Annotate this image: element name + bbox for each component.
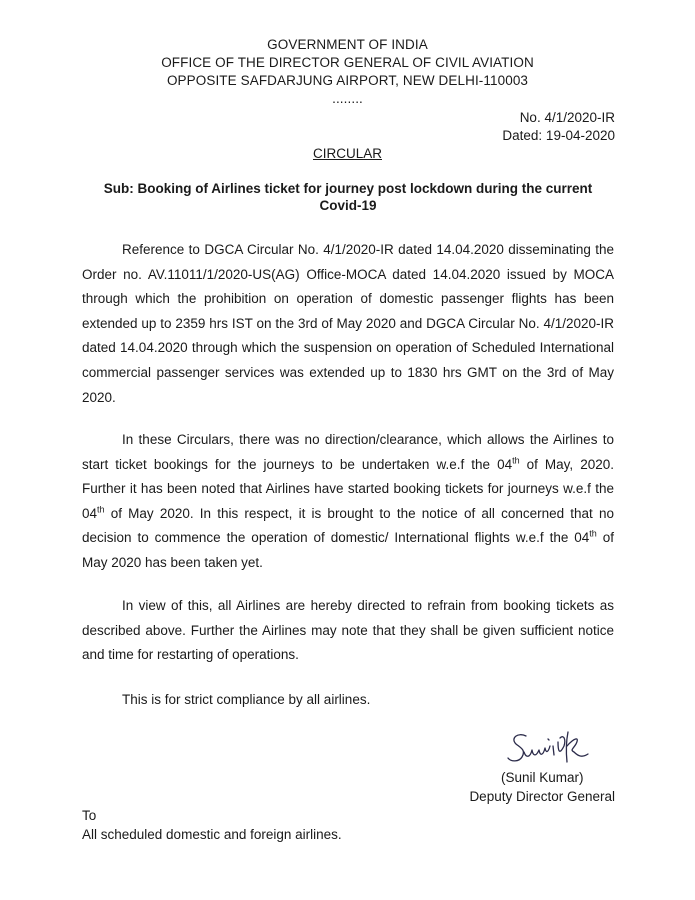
paragraph-direction-text: of May 2020 has been taken yet. bbox=[82, 530, 615, 570]
signatory-name: (Sunil Kumar) bbox=[500, 770, 584, 785]
paragraph-compliance: This is for strict compliance by all airlines. bbox=[122, 692, 371, 707]
signatory-block bbox=[469, 768, 615, 806]
paragraph-direction bbox=[82, 428, 614, 576]
paragraph-reference: Reference to DGCA Circular No. 4/1/2020-IR dated 14.04.2020 disseminating the Order no. AV.11011/1/2020-US(AG) Office-MOCA dated 14.04.2020 issued by MOCA through which the prohibition on operation of domestic passenger flights has been extended up to 2359 hrs IST on the 3rd of May 2020 and DGCA Circular No. 4/1/2020-IR dated 14.04.2020 through which the suspension on operation of Scheduled International commercial passenger services was extended up to 1830 hrs GMT on the 3rd of May 2020. bbox=[82, 242, 614, 405]
recipient-block bbox=[82, 806, 342, 844]
paragraph-direction-text: of May 2020. In this respect, it is brought to the notice of all concerned that no decision to commence the operation of domestic/ International flights w.e.f the 04 bbox=[82, 505, 614, 546]
paragraph-direction-text: of May, 2020. Further it has been noted that Airlines have started booking tickets for journeys w.e.f the 04 bbox=[82, 456, 614, 521]
recipient-to-label: To bbox=[82, 808, 97, 823]
letterhead bbox=[0, 36, 695, 108]
header-separator: ........ bbox=[332, 91, 363, 106]
circular-title: CIRCULAR bbox=[312, 146, 382, 161]
ordinal-suffix: th bbox=[589, 528, 597, 539]
ordinal-suffix: th bbox=[97, 504, 105, 515]
handwritten-signature bbox=[504, 726, 600, 770]
ordinal-suffix: th bbox=[512, 455, 520, 466]
header-office: OFFICE OF THE DIRECTOR GENERAL OF CIVIL AVIATION bbox=[161, 55, 534, 70]
subject-line: Sub: Booking of Airlines ticket for journey post lockdown during the current Covid-19 bbox=[103, 181, 593, 213]
reference-date: Dated: 19-04-2020 bbox=[502, 128, 615, 143]
paragraph-direction-text: In these Circulars, there was no direction/clearance, which allows the Airlines to start ticket bookings for the journeys to be undertaken w.e.f the 04 bbox=[82, 432, 614, 472]
reference-block bbox=[502, 109, 615, 145]
signatory-title: Deputy Director General bbox=[469, 789, 615, 804]
paragraph-instruction: In view of this, all Airlines are hereby directed to refrain from booking tickets as described above. Further the Airlines may note that they shall be given sufficient notice and time for restarting of operations. bbox=[82, 598, 614, 663]
header-address: OPPOSITE SAFDARJUNG AIRPORT, NEW DELHI-110003 bbox=[166, 73, 529, 88]
reference-number: No. 4/1/2020-IR bbox=[519, 110, 615, 125]
recipient-addressee: All scheduled domestic and foreign airlines. bbox=[82, 827, 342, 842]
header-government: GOVERNMENT OF INDIA bbox=[267, 37, 428, 52]
